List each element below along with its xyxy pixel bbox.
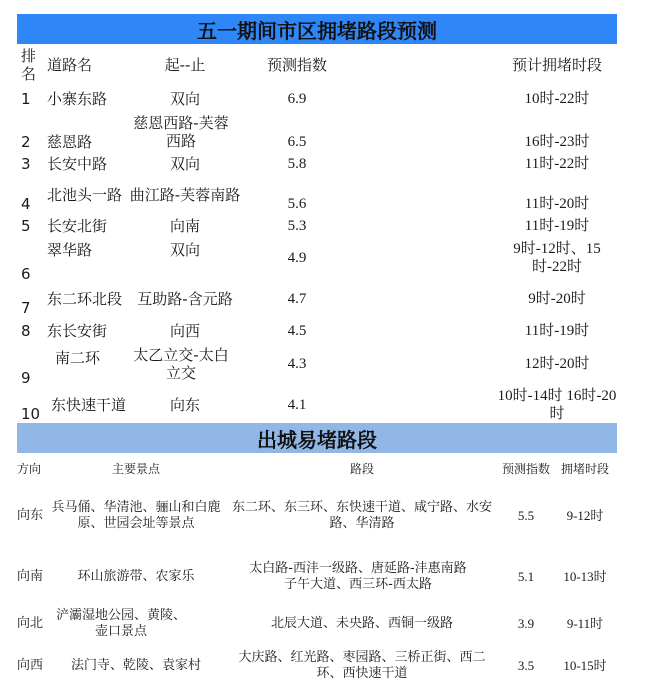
table-row	[17, 385, 627, 425]
road-cell: 翠华路	[47, 241, 93, 259]
direction-cell: 互助路-含元路	[137, 290, 233, 308]
section2-title-banner	[17, 423, 617, 453]
road-header: 道路名	[47, 56, 93, 74]
index-cell: 5.6	[287, 196, 307, 212]
direction-header: 起--止	[164, 56, 206, 74]
table-row	[17, 646, 617, 686]
direction-cell: 向东	[169, 396, 200, 414]
direction-cell: 双向	[169, 90, 200, 108]
index-cell: 4.1	[287, 397, 307, 413]
index-header: 预测指数	[266, 56, 327, 74]
direction-cell: 向西	[17, 658, 44, 673]
time-cell: 16时-23时	[524, 134, 590, 150]
rank-cell: 9	[21, 369, 31, 387]
road-cell: 东快速干道	[51, 396, 127, 414]
rank-cell: 2	[21, 133, 31, 151]
table-row	[17, 279, 627, 319]
table-header-row	[17, 45, 627, 85]
table-row	[17, 175, 627, 215]
time-cell: 11时-19时	[524, 323, 590, 339]
rank-cell: 3	[21, 155, 31, 173]
direction-header: 方向	[17, 462, 42, 476]
table-row	[17, 319, 627, 343]
table-row	[17, 87, 627, 111]
road-cell: 南二环	[55, 349, 101, 367]
table-row	[17, 237, 627, 283]
time-header: 拥堵时段	[560, 462, 609, 476]
rank-cell: 6	[21, 265, 31, 283]
index-cell: 5.5	[517, 508, 535, 523]
rank-cell: 10	[21, 405, 41, 423]
time-cell: 11时-22时	[524, 156, 590, 172]
road-cell: 北池头一路	[47, 186, 123, 204]
table-row	[17, 215, 627, 237]
table-row	[17, 557, 617, 597]
road-cell: 长安中路	[47, 155, 108, 173]
table-row	[17, 496, 617, 536]
time-cell: 9时-12时、15时-22时	[513, 241, 601, 275]
road-cell: 东长安街	[47, 322, 108, 340]
section1-title-banner	[17, 14, 617, 44]
scenic-cell: 环山旅游带、农家乐	[77, 569, 195, 584]
direction-cell: 向南	[17, 569, 44, 584]
time-cell: 11时-20时	[524, 196, 590, 212]
table-row	[17, 153, 627, 175]
index-cell: 5.1	[517, 569, 535, 584]
direction-cell: 向南	[169, 217, 200, 235]
direction-cell: 双向	[169, 241, 200, 259]
time-cell: 9-11时	[566, 616, 604, 631]
table-row	[17, 343, 627, 385]
roads-cell: 大庆路、红光路、枣园路、三桥正街、西二环、西快速干道	[238, 650, 486, 681]
table-row	[17, 111, 627, 153]
scenic-cell: 法门寺、乾陵、袁家村	[70, 658, 201, 673]
roads-cell: 太白路-西沣一级路、唐延路-沣惠南路子午大道、西三环-西太路	[249, 561, 467, 592]
time-header: 预计拥堵时段	[511, 56, 602, 74]
direction-cell: 慈恩西路-芙蓉西路	[133, 114, 229, 150]
time-cell: 10-15时	[563, 658, 607, 673]
time-cell: 10-13时	[563, 569, 607, 584]
rank-cell: 7	[21, 299, 31, 317]
section2-title: 出城易堵路段	[257, 427, 377, 452]
index-cell: 4.7	[287, 291, 307, 307]
time-cell: 9时-20时	[528, 291, 586, 307]
table-row	[17, 606, 617, 642]
index-cell: 3.5	[517, 658, 535, 673]
time-cell: 10时-14时 16时-20时	[497, 388, 617, 422]
index-cell: 4.5	[287, 323, 307, 339]
index-cell: 6.9	[287, 91, 307, 107]
index-cell: 3.9	[517, 616, 535, 631]
road-cell: 长安北街	[47, 217, 108, 235]
scenic-cell: 兵马俑、华清池、骊山和白鹿原、世园会址等景点	[51, 500, 221, 531]
scenic-cell: 浐灞湿地公园、黄陵、壶口景点	[55, 608, 186, 639]
scenic-header: 主要景点	[111, 462, 160, 476]
index-cell: 6.5	[287, 134, 307, 150]
roads-header: 路段	[349, 462, 374, 476]
index-cell: 4.9	[287, 250, 307, 266]
direction-cell: 向东	[17, 508, 44, 523]
roads-cell: 东二环、东三环、东快速干道、咸宁路、水安路、华清路	[231, 500, 492, 531]
roads-cell: 北辰大道、未央路、西铜一级路	[270, 616, 453, 631]
rank-cell: 5	[21, 217, 31, 235]
index-cell: 5.8	[287, 156, 307, 172]
section1-title: 五一期间市区拥堵路段预测	[197, 18, 437, 43]
rank-cell: 8	[21, 322, 31, 340]
direction-cell: 向西	[169, 322, 200, 340]
direction-cell: 双向	[169, 155, 200, 173]
time-cell: 10时-22时	[524, 91, 590, 107]
road-cell: 东二环北段	[47, 290, 123, 308]
time-cell: 12时-20时	[524, 356, 590, 372]
time-cell: 9-12时	[566, 508, 604, 523]
index-cell: 5.3	[287, 218, 307, 234]
table-header-row	[17, 456, 617, 482]
direction-cell: 向北	[17, 616, 44, 631]
direction-cell: 曲江路-芙蓉南路	[129, 186, 241, 204]
road-cell: 小寨东路	[47, 90, 108, 108]
rank-cell: 4	[21, 195, 31, 213]
direction-cell: 太乙立交-太白立交	[133, 346, 229, 382]
time-cell: 11时-19时	[524, 218, 590, 234]
index-header: 预测指数	[501, 462, 550, 476]
road-cell: 慈恩路	[47, 133, 93, 151]
rank-header: 排名	[21, 47, 37, 83]
index-cell: 4.3	[287, 356, 307, 372]
rank-cell: 1	[21, 90, 31, 108]
